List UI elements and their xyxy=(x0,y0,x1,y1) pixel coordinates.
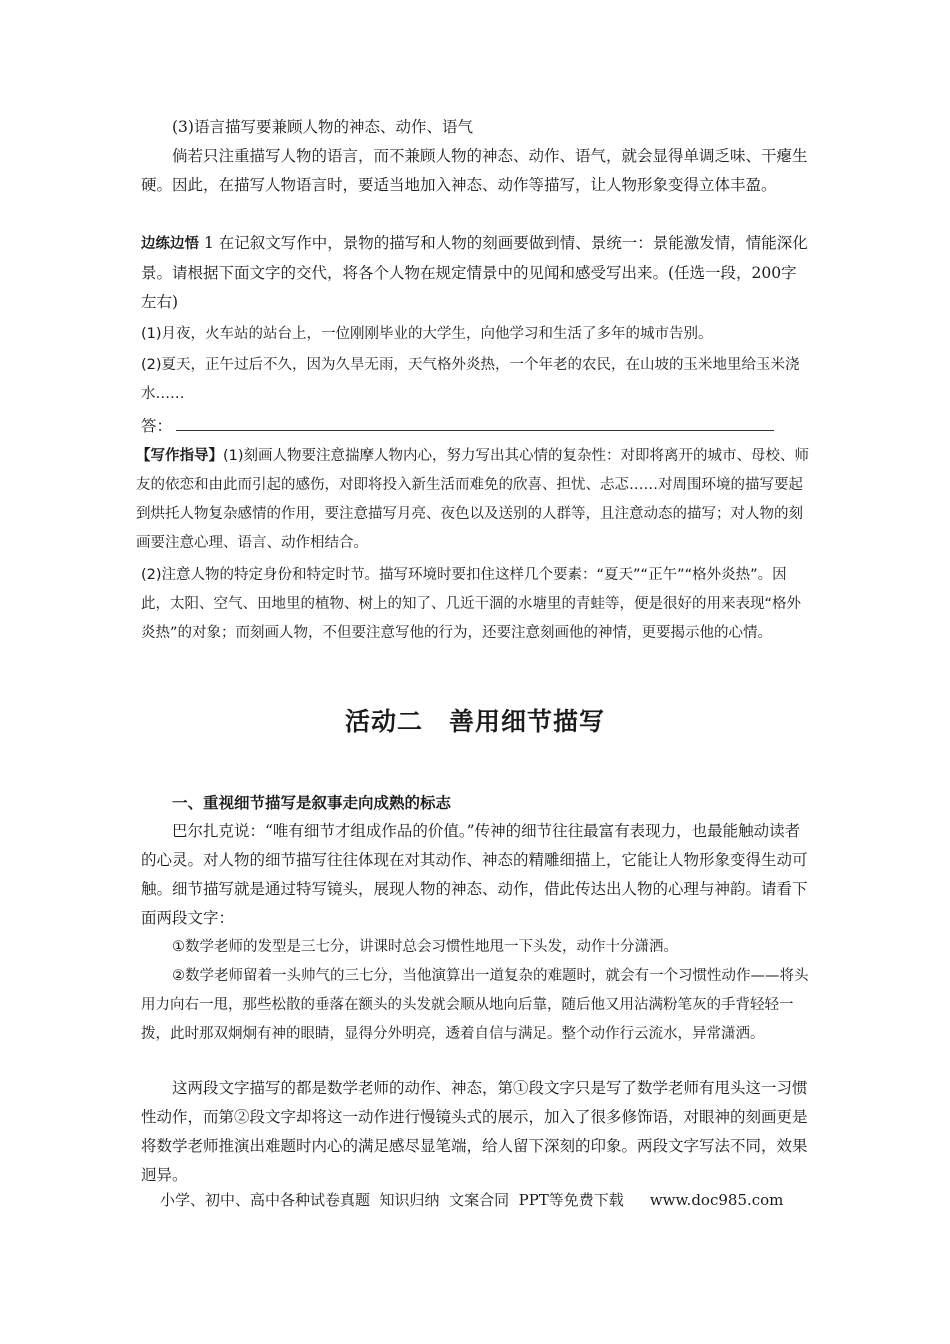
activity-intro: 巴尔扎克说：“唯有细节才组成作品的价值。”传神的细节往往最富有表现力，也最能触动读者的心灵。对人物的细节描写往往体现在对其动作、神态的精雕细描上，它能让人物形象变得生动可触。细节描写就是通过特写镜头，展现人物的神态、动作，借此传达出人物的心理与神韵。请看下面两段文字： xyxy=(141,822,808,927)
exercise-paragraph xyxy=(141,229,811,317)
activity-title: 活动二 善用细节描写 xyxy=(344,707,605,736)
section-body-language: 倘若只注重描写人物的语言，而不兼顾人物的神态、动作、语气，就会显得单调乏味、干瘪生硬。因此，在描写人物语言时，要适当地加入神态、动作等描写，让人物形象变得立体丰盈。 xyxy=(141,147,808,194)
exercise-number: 1 xyxy=(203,234,214,252)
footer-text: 小学、初中、高中各种试卷真题 知识归纳 文案合同 PPT等免费下载 xyxy=(160,1191,624,1209)
example-2: ②数学老师留着一头帅气的三七分，当他演算出一道复杂的难题时，就会有一个习惯性动作——将头用力向右一甩，那些松散的垂落在额头的头发就会顺从地向后靠，随后他又用沾满粉笔灰的手背轻轻一拨，此时那双炯炯有神的眼睛，显得分外明亮，透着自信与满足。整个动作行云流水，异常潇洒。 xyxy=(141,968,809,1042)
activity-subheading: 一、重视细节描写是叙事走向成熟的标志 xyxy=(172,794,452,812)
exercise-prompt: 在记叙文写作中，景物的描写和人物的刻画要做到情、景统一：景能激发情，情能深化景。请根据下面文字的交代，将各个人物在规定情景中的见闻和感受写出来。(任选一段，200字左右) xyxy=(141,234,808,311)
writing-guide-part1 xyxy=(136,442,812,558)
writing-guide-text-1: (1)刻画人物要注意揣摩人物内心，努力写出其心情的复杂性：对即将离开的城市、母校、师友的依恋和由此而引起的感伤，对即将投入新生活而难免的欣喜、担忧、忐忑……对周围环境的描写要起到烘托人物复杂感情的作用，要注意描写月亮、夜色以及送别的人群等，且注意动态的描写；对人物的刻画要注意心理、语言、动作相结合。 xyxy=(136,448,810,551)
footer xyxy=(160,1186,783,1215)
answer-blank[interactable] xyxy=(176,412,774,431)
exercise-item-1: (1)月夜，火车站的站台上，一位刚刚毕业的大学生，向他学习和生活了多年的城市告别。 xyxy=(141,326,713,342)
analysis-paragraph: 这两段文字描写的都是数学老师的动作、神态，第①段文字只是写了数学老师有甩头这一习惯性动作，而第②段文字却将这一动作进行慢镜头式的展示，加入了很多修饰语，对眼神的刻画更是将数学老师推演出难题时内心的满足感尽显笔端，给人留下深刻的印象。两段文字写法不同，效果迥异。 xyxy=(141,1079,808,1184)
answer-line xyxy=(141,412,774,441)
section-heading-language: (3)语言描写要兼顾人物的神态、动作、语气 xyxy=(172,118,473,136)
exercise-label: 边练边悟 xyxy=(141,236,199,252)
example-1: ①数学老师的发型是三七分，讲课时总会习惯性地甩一下头发，动作十分潇洒。 xyxy=(172,939,678,955)
writing-guide-label: 【写作指导】 xyxy=(136,448,223,464)
exercise-item-2: (2)夏天，正午过后不久，因为久旱无雨，天气格外炎热，一个年老的农民，在山坡的玉米地里给玉米浇水…… xyxy=(141,357,800,402)
footer-site-link[interactable]: www.doc985.com xyxy=(649,1191,784,1209)
writing-guide-part2: (2)注意人物的特定身份和特定时节。描写环境时要扣住这样几个要素：“夏天”“正午”“格外炎热”。因此，太阳、空气、田地里的植物、树上的知了、几近干涸的水塘里的青蛙等，便是很好的用来表现“格外炎热”的对象；而刻画人物，不但要注意写他的行为，还要注意刻画他的神情，更要揭示他的心情。 xyxy=(141,567,802,641)
answer-label: 答： xyxy=(141,417,173,435)
